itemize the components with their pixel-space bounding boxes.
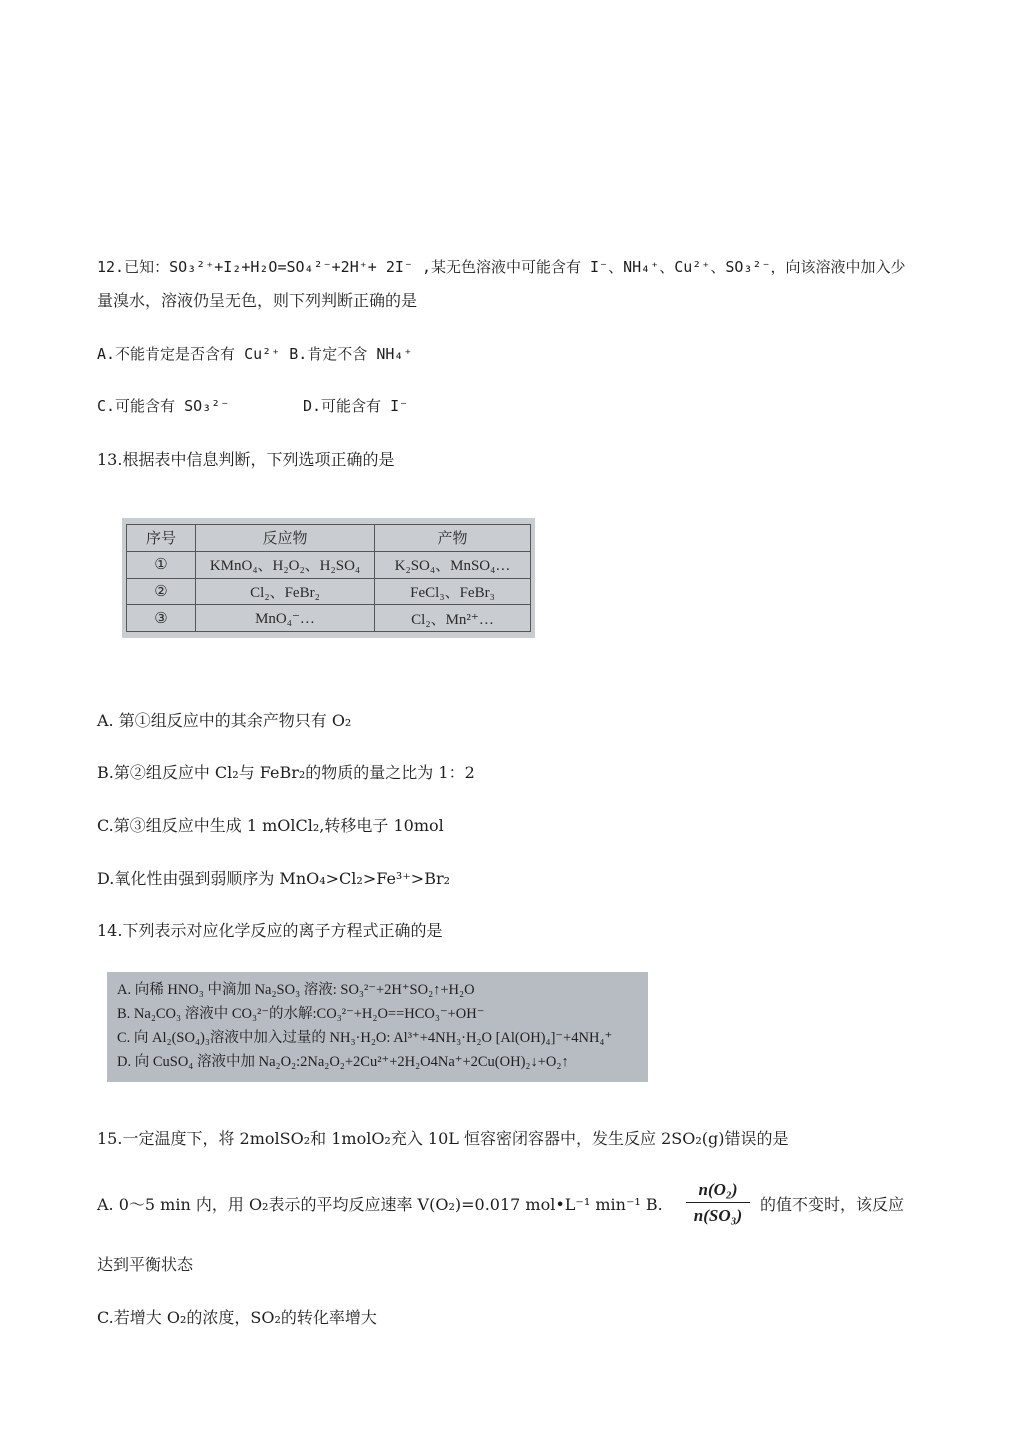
q14-option-c: C. 向 Al₂(SO₄)₃溶液中加入过量的 NH₃·H₂O: Al³⁺+4NH₃·H₂O [Al(OH)₄]⁻+4NH₄⁺ — [117, 1030, 613, 1046]
table-header-cell: 产物 — [375, 525, 531, 552]
reaction-table — [126, 524, 531, 632]
q14-option-a: A. 向稀 HNO₃ 中滴加 Na₂SO₃ 溶液: SO₃²⁻+2H⁺SO₂↑+H₂O — [117, 982, 475, 998]
q13-stem: 13.根据表中信息判断，下列选项正确的是 — [97, 450, 395, 469]
q15-option-c: C.若增大 O₂的浓度，SO₂的转化率增大 — [97, 1308, 377, 1327]
table-cell: ③ — [127, 605, 196, 632]
q12-option-ab: A.不能肯定是否含有 Cu²⁺ B.肯定不含 NH₄⁺ — [97, 345, 413, 363]
q13-option-c: C.第③组反应中生成 1 mOlCl₂,转移电子 10mol — [97, 816, 444, 835]
q15-stem: 15.一定温度下，将 2molSO₂和 1molO₂充入 10L 恒容密闭容器中，发生反应 2SO₂(g)错误的是 — [97, 1129, 789, 1148]
q13-option-b: B.第②组反应中 Cl₂与 FeBr₂的物质的量之比为 1：2 — [97, 763, 475, 782]
q15-option-b-line2: 达到平衡状态 — [97, 1255, 194, 1274]
q14-option-d: D. 向 CuSO₄ 溶液中加 Na₂O₂:2Na₂O₂+2Cu²⁺+2H₂O4Na⁺+2Cu(OH)₂↓+O₂↑ — [117, 1054, 569, 1070]
table-cell: KMnO₄、H₂O₂、H₂SO₄ — [196, 551, 375, 578]
table-cell: K₂SO₄、MnSO₄… — [375, 551, 531, 578]
q14-option-b: B. Na₂CO₃ 溶液中 CO₃²⁻的水解:CO₃²⁻+H₂O==HCO₃⁻+OH⁻ — [117, 1006, 485, 1022]
table-cell: MnO₄⁻… — [196, 605, 375, 632]
q14-options-photo — [107, 972, 648, 1082]
q14-stem: 14.下列表示对应化学反应的离子方程式正确的是 — [97, 921, 443, 940]
q15-option-b-tail: 的值不变时，该反应 — [760, 1195, 905, 1214]
table-row — [127, 578, 531, 605]
q12-option-c: C.可能含有 SO₃²⁻ — [97, 397, 230, 415]
fraction-denominator: n(SO₃) — [693, 1206, 743, 1225]
table-cell: FeCl₃、FeBr₃ — [375, 578, 531, 605]
table-header-cell: 序号 — [127, 525, 196, 552]
q12-stem-line1: 12.已知：SO₃²⁺+I₂+H₂O=SO₄²⁻+2H⁺+ 2I⁻ ,某无色溶液中可能含有 I⁻、NH₄⁺、Cu²⁺、SO₃²⁻，向该溶液中加入少 — [97, 258, 906, 276]
q15-option-a: A. 0～5 min 内，用 O₂表示的平均反应速率 V(O₂)=0.017 mol•L⁻¹ min⁻¹ B. — [97, 1195, 663, 1214]
fraction-numerator: n(O₂) — [686, 1180, 750, 1203]
q12-stem-line2: 量溴水，溶液仍呈无色，则下列判断正确的是 — [97, 291, 418, 310]
q12-option-d: D.可能含有 I⁻ — [303, 397, 409, 415]
table-header-cell: 反应物 — [196, 525, 375, 552]
table-header-row — [127, 525, 531, 552]
q13-option-d: D.氧化性由强到弱顺序为 MnO₄>Cl₂>Fe³⁺>Br₂ — [97, 869, 451, 888]
table-cell: Cl₂、FeBr₂ — [196, 578, 375, 605]
table-row — [127, 551, 531, 578]
table-row — [127, 605, 531, 632]
q13-option-a: A. 第①组反应中的其余产物只有 O₂ — [97, 711, 352, 730]
table-cell: ② — [127, 578, 196, 605]
q13-table-photo — [122, 518, 535, 638]
table-cell: ① — [127, 551, 196, 578]
ratio-fraction — [686, 1180, 750, 1226]
table-cell: Cl₂、Mn²⁺… — [375, 605, 531, 632]
